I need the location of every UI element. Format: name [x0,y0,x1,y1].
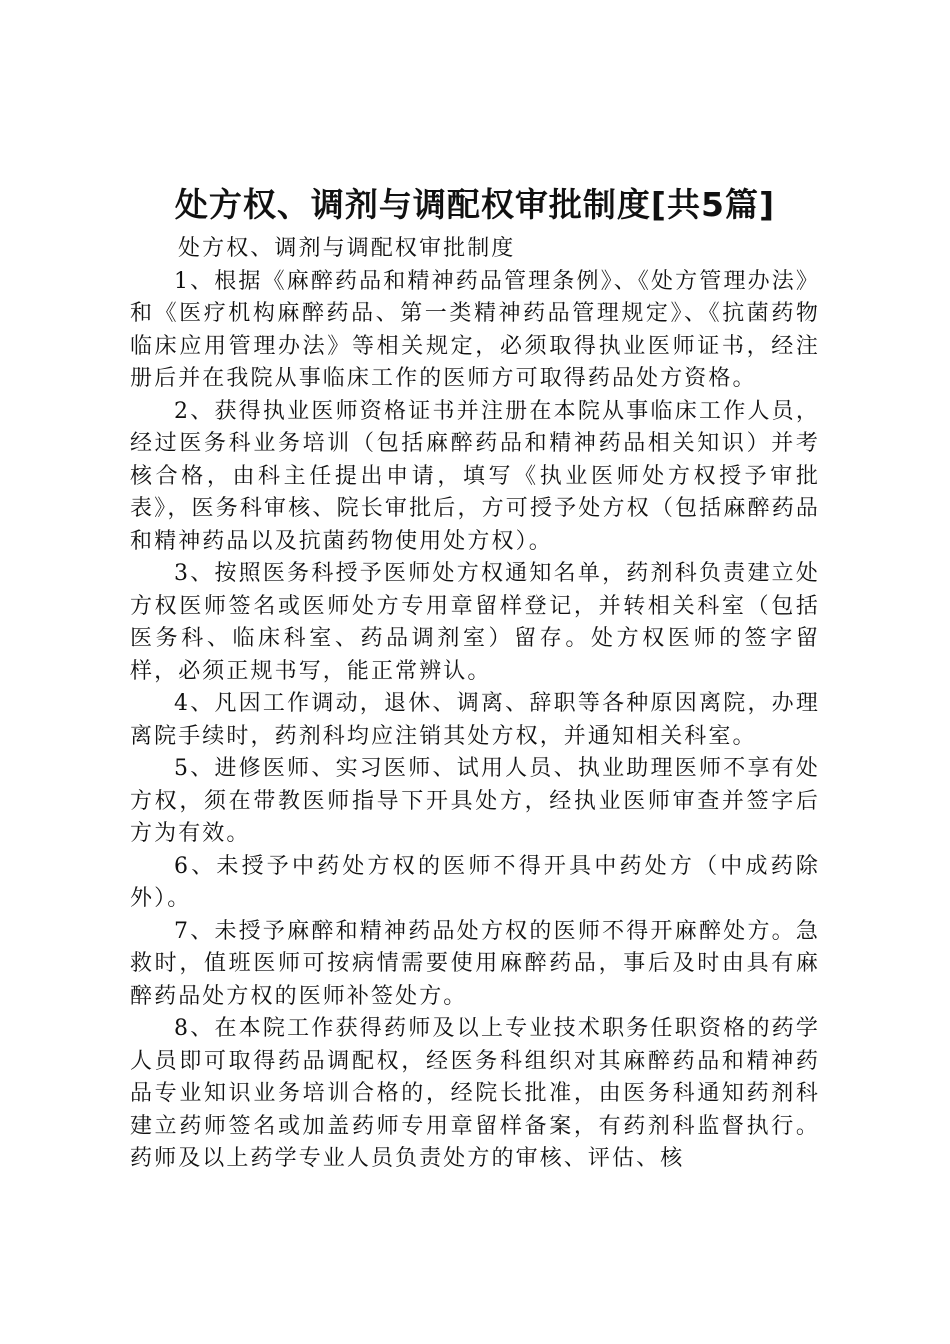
paragraph-7: 7、未授予麻醉和精神药品处方权的医师不得开麻醉处方。急救时，值班医师可按病情需要使用麻醉药品，事后及时由具有麻醉药品处方权的医师补签处方。 [130,918,820,1009]
paragraph-6: 6、未授予中药处方权的医师不得开具中药处方（中成药除外）。 [130,853,820,911]
document-body [130,233,820,1176]
paragraph-3: 3、按照医务科授予医师处方权通知名单，药剂科负责建立处方权医师签名或医师处方专用章留样登记，并转相关科室（包括医务科、临床科室、药品调剂室）留存。处方权医师的签字留样，必须正规书写，能正常辨认。 [130,561,820,684]
paragraph-1: 1、根据《麻醉药品和精神药品管理条例》、《处方管理办法》和《医疗机构麻醉药品、第一类精神药品管理规定》、《抗菌药物临床应用管理办法》等相关规定，必须取得执业医师证书，经注册后并在我院从事临床工作的医师方可取得药品处方资格。 [130,268,820,391]
paragraph-5: 5、进修医师、实习医师、试用人员、执业助理医师不享有处方权，须在带教医师指导下开具处方，经执业医师审查并签字后方为有效。 [130,756,820,846]
paragraph-4: 4、凡因工作调动，退休、调离、辞职等各种原因离院，办理离院手续时，药剂科均应注销其处方权，并通知相关科室。 [130,691,820,749]
paragraph-8: 8、在本院工作获得药师及以上专业技术职务任职资格的药学人员即可取得药品调配权，经医务科组织对其麻醉药品和精神药品专业知识业务培训合格的，经院长批准，由医务科通知药剂科建立药师签名或加盖药师专用章留样备案，有药剂科监督执行。药师及以上药学专业人员负责处方的审核、评估、核 [130,1016,820,1171]
document-title: 处方权、调剂与调配权审批制度[共5篇] [174,185,776,224]
document-subtitle: 处方权、调剂与调配权审批制度 [178,236,516,261]
paragraph-2: 2、获得执业医师资格证书并注册在本院从事临床工作人员，经过医务科业务培训（包括麻醉药品和精神药品相关知识）并考核合格，由科主任提出申请，填写《执业医师处方权授予审批表》，医务科审核、院长审批后，方可授予处方权（包括麻醉药品和精神药品以及抗菌药物使用处方权）。 [130,398,820,554]
